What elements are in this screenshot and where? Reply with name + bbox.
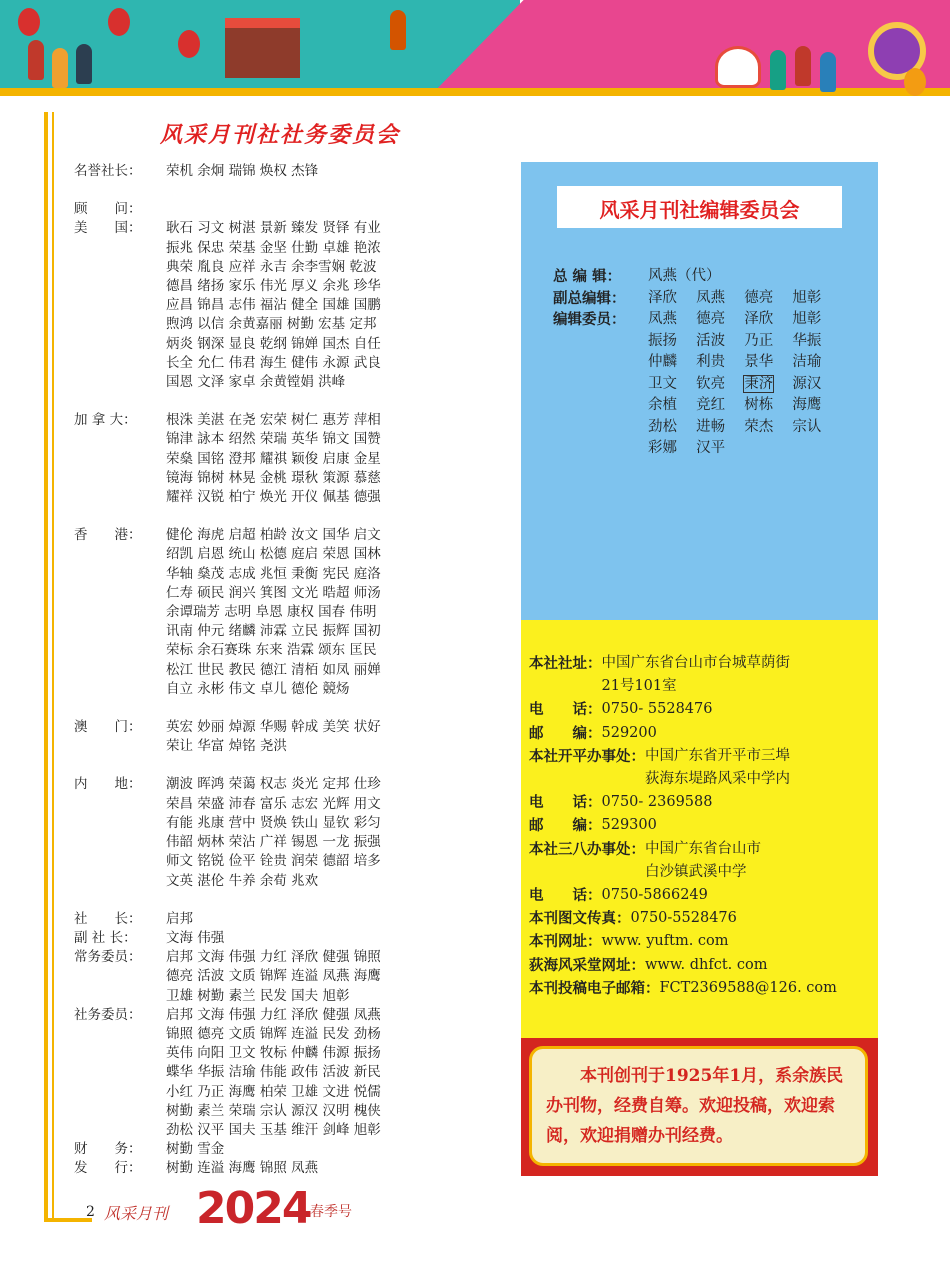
roster-label <box>74 239 166 258</box>
section-gap <box>74 181 494 200</box>
contact-label: 邮 编： <box>529 817 602 835</box>
roster-names: 华轴 燊茂 志成 兆恒 秉衡 宪民 庭洛 <box>166 565 381 582</box>
editorial-names-text: 彩娜 汉平 <box>648 440 726 456</box>
roster-label <box>74 872 166 891</box>
roster-row <box>74 737 494 756</box>
person-figure-icon <box>76 44 92 84</box>
roster-row <box>74 315 494 334</box>
editorial-names-text: 卫文 钦亮 <box>648 375 745 392</box>
roster-names: 树勤 连溢 海鹰 锦照 凤燕 <box>166 1160 319 1177</box>
editorial-names-text: 泽欣 凤燕 德亮 旭彰 <box>648 289 822 306</box>
roster-names: 仁寿 硕民 润兴 箕图 文光 晧超 师汤 <box>166 584 381 601</box>
roster-row <box>74 545 494 564</box>
contact-label: 本刊图文传真： <box>529 910 631 928</box>
contact-row <box>529 652 874 675</box>
lantern-icon <box>18 8 40 36</box>
section-gap <box>74 699 494 718</box>
roster-row <box>74 852 494 871</box>
contact-row <box>529 884 874 907</box>
roster-names: 绍凯 启恩 统山 松德 庭启 荣恩 国林 <box>166 546 381 563</box>
roster-names: 伟韶 炳林 荣沾 广祥 锡恩 一龙 振强 <box>166 834 381 851</box>
roster-row <box>74 833 494 852</box>
roster-row <box>74 603 494 622</box>
roster-names: 荣机 余炯 瑞锦 焕权 杰锋 <box>166 163 319 179</box>
roster-row <box>74 565 494 584</box>
editorial-names-text: 劲松 进畅 荣杰 宗认 <box>648 418 822 435</box>
contact-value: 0750- 2369588 <box>601 794 713 811</box>
roster-label: 顾 问： <box>74 201 142 218</box>
editorial-names <box>648 374 821 396</box>
page-number: 2 <box>86 1204 95 1220</box>
roster-label: 常务委员： <box>74 949 142 966</box>
contact-value: www. dhfct. com <box>645 956 768 973</box>
roster-label <box>74 641 166 660</box>
contact-value: 中国广东省台山市 <box>645 840 761 857</box>
committee-roster <box>74 162 494 1179</box>
roster-label <box>74 852 166 871</box>
contact-row <box>529 838 874 861</box>
contact-row <box>529 814 874 837</box>
roster-row <box>74 1044 494 1063</box>
editorial-names <box>648 331 821 353</box>
roster-label <box>74 795 166 814</box>
roster-row <box>74 1140 494 1159</box>
editorial-names <box>648 395 821 417</box>
roster-row <box>74 258 494 277</box>
contact-row <box>529 722 874 745</box>
roster-names: 树勤 素兰 荣瑞 宗认 源汉 汉明 槐侠 <box>166 1102 381 1119</box>
roster-label <box>74 450 166 469</box>
roster-label <box>74 335 166 354</box>
roster-names: 耀祥 汉锐 柏宁 焕光 开仪 佩基 德强 <box>166 489 381 506</box>
roster-names: 德昌 绪扬 家乐 伟光 厚义 余兆 珍华 <box>166 278 381 295</box>
roster-label <box>74 469 166 488</box>
lantern-icon <box>108 8 130 36</box>
contact-value: www. yuftm. com <box>601 933 729 950</box>
roster-label <box>74 680 166 699</box>
roster-label <box>74 1102 166 1121</box>
contact-row <box>529 791 874 814</box>
roster-label <box>74 622 166 641</box>
roster-label <box>74 354 166 373</box>
roster-row <box>74 354 494 373</box>
editorial-row <box>553 309 873 331</box>
contact-row <box>529 768 874 791</box>
editorial-committee-box <box>521 162 878 620</box>
roster-row <box>74 910 494 929</box>
lion-dance-icon <box>715 46 761 88</box>
roster-names: 国恩 文泽 家卓 余黄镗娟 洪峰 <box>166 374 346 391</box>
contact-row <box>529 698 874 721</box>
boxed-name: 秉济 <box>744 375 774 392</box>
roster-row <box>74 1121 494 1140</box>
roster-row <box>74 526 494 545</box>
person-figure-icon <box>52 48 68 88</box>
left-border-rule <box>44 112 48 1222</box>
roster-label <box>74 373 166 392</box>
notice-box <box>521 1038 878 1176</box>
roster-label <box>74 833 166 852</box>
contact-label: 荻海风采堂网址： <box>529 956 645 974</box>
roster-names: 健伦 海虎 启超 柏龄 汝文 国华 启文 <box>166 527 381 544</box>
roster-names: 典荣 胤良 应祥 永吉 余李雪娴 乾波 <box>166 258 377 275</box>
roster-label <box>74 584 166 603</box>
contact-label: 邮 编： <box>529 724 602 742</box>
roster-names: 荣燊 国铭 澄邦 耀祺 颖俊 启康 金星 <box>166 450 381 467</box>
roster-label: 财 务： <box>74 1141 142 1158</box>
contact-value: 529200 <box>601 724 657 741</box>
editorial-row <box>553 417 873 439</box>
roster-label: 内 地： <box>74 776 142 793</box>
contact-row <box>529 930 874 953</box>
editorial-row <box>553 352 873 374</box>
contact-value: 0750-5866249 <box>601 887 708 904</box>
roster-label <box>74 1044 166 1063</box>
roster-names: 煦鸿 以信 余黄嘉丽 树勤 宏基 定邦 <box>166 316 377 333</box>
editorial-label <box>553 417 648 439</box>
editorial-names <box>648 352 821 374</box>
contact-label: 电 话： <box>529 701 602 719</box>
roster-names: 长全 允仁 伟君 海生 健伟 永源 武良 <box>166 354 381 371</box>
contact-row <box>529 861 874 884</box>
roster-row <box>74 411 494 430</box>
roster-names: 有能 兆康 营中 贤焕 铁山 显钦 彩匀 <box>166 814 381 831</box>
contact-value: FCT2369588@126. com <box>659 979 837 996</box>
contact-label <box>529 768 645 791</box>
editorial-label <box>553 374 648 396</box>
contact-label: 本社社址： <box>529 655 602 672</box>
roster-row <box>74 948 494 967</box>
contact-info-box <box>521 620 878 1038</box>
roster-label <box>74 814 166 833</box>
roster-label <box>74 967 166 986</box>
editorial-label <box>553 331 648 353</box>
roster-row <box>74 488 494 507</box>
roster-row <box>74 1006 494 1025</box>
editorial-names <box>648 309 821 331</box>
roster-label <box>74 1063 166 1082</box>
banner-gold-stripe <box>0 88 950 96</box>
contact-value: 白沙镇武溪中学 <box>645 863 747 880</box>
roster-names: 劲松 汉平 国夫 玉基 维汗 剑峰 旭彰 <box>166 1121 381 1138</box>
contact-value: 荻海东堤路风采中学内 <box>645 771 790 788</box>
editorial-label: 总 编 辑： <box>553 268 622 285</box>
editorial-label: 副总编辑： <box>553 289 626 307</box>
contact-label: 本刊网址： <box>529 933 602 951</box>
committee-title: 风采月刊社社务委员会 <box>159 122 400 148</box>
roster-names: 锦照 德亮 文质 锦辉 连溢 民发 劲杨 <box>166 1025 381 1042</box>
roster-label: 名誉社长： <box>74 163 142 179</box>
contact-label: 电 话： <box>529 887 602 905</box>
roster-row <box>74 162 494 181</box>
contact-row <box>529 675 874 698</box>
editorial-names <box>648 438 725 460</box>
editorial-names-after: 源汉 <box>773 375 822 392</box>
roster-names: 启邦 文海 伟强 力红 泽欣 健强 凤燕 <box>166 1006 381 1023</box>
person-figure-icon <box>770 50 786 90</box>
editorial-names-text: 凤燕 德亮 泽欣 旭彰 <box>648 311 822 327</box>
roster-names: 炳炎 钢深 显良 乾纲 锦婵 国杰 自任 <box>166 335 381 352</box>
roster-names: 荣让 华富 焯铭 尧洪 <box>166 738 287 755</box>
roster-label <box>74 277 166 296</box>
editorial-names <box>648 266 721 288</box>
contact-label: 本社开平办事处： <box>529 747 645 765</box>
editorial-names-text: 风燕（代） <box>648 268 721 284</box>
contact-label <box>529 861 645 884</box>
editorial-title: 风采月刊社编辑委员会 <box>599 198 800 222</box>
editorial-names-text: 仲麟 利贵 景华 洁瑜 <box>648 354 822 370</box>
notice-frame <box>529 1046 868 1166</box>
roster-row <box>74 584 494 603</box>
roster-label: 加 拿 大： <box>74 412 137 429</box>
notice-text: 本刊创刊于1925年1月，系余族民办刊物，经费自筹。欢迎投稿，欢迎索阅，欢迎捐赠办刊经费。 <box>546 1066 844 1146</box>
roster-label: 社 长： <box>74 910 142 927</box>
roster-names: 树勤 雪金 <box>166 1141 225 1158</box>
roster-row <box>74 430 494 449</box>
contact-value: 21号101室 <box>601 678 677 695</box>
roster-names: 德亮 活波 文质 锦辉 连溢 凤燕 海鹰 <box>166 968 381 985</box>
roster-label <box>74 296 166 315</box>
roster-label <box>74 1121 166 1140</box>
roster-names: 荣标 余石赛珠 东来 浩霖 颂东 匡民 <box>166 642 377 659</box>
roster-names: 英伟 向阳 卫文 牧标 仲麟 伟源 振扬 <box>166 1045 381 1062</box>
roster-names: 振兆 保忠 荣基 金坚 仕勤 卓雄 艳浓 <box>166 239 381 256</box>
roster-row <box>74 661 494 680</box>
contact-label <box>529 675 602 698</box>
roster-label: 发 行： <box>74 1160 142 1177</box>
roster-names: 启邦 <box>166 910 193 927</box>
roster-row <box>74 775 494 794</box>
contact-value: 0750- 5528476 <box>601 701 713 718</box>
contact-label: 电 话： <box>529 794 602 812</box>
roster-label: 社务委员： <box>74 1006 142 1023</box>
roster-row <box>74 335 494 354</box>
roster-row <box>74 795 494 814</box>
roster-label <box>74 661 166 680</box>
contact-row <box>529 954 874 977</box>
contact-value: 529300 <box>601 817 657 834</box>
roster-names: 应昌 锦昌 志伟 福沾 健全 国雄 国鹏 <box>166 297 381 314</box>
roster-row <box>74 641 494 660</box>
roster-row <box>74 239 494 258</box>
person-figure-icon <box>390 10 406 50</box>
editorial-title-box <box>557 186 842 228</box>
roster-label <box>74 565 166 584</box>
editorial-names-text: 振扬 活波 乃正 华振 <box>648 332 822 349</box>
editorial-row <box>553 266 873 288</box>
roster-names: 小红 乃正 海鹰 柏荣 卫雄 文进 悦儒 <box>166 1083 381 1100</box>
roster-row <box>74 718 494 737</box>
editorial-names <box>648 288 821 310</box>
roster-names: 松江 世民 教民 德江 清栢 如凤 丽婵 <box>166 661 381 678</box>
roster-label: 澳 门： <box>74 719 142 736</box>
contact-row <box>529 907 874 930</box>
contact-label: 本社三八办事处： <box>529 840 645 858</box>
roster-names: 英宏 妙丽 焯源 华赐 幹成 美笑 状好 <box>166 719 381 736</box>
roster-row <box>74 1102 494 1121</box>
editorial-label <box>553 438 648 460</box>
roster-names: 潮波 晖鸿 荣蔼 权志 炎光 定邦 仕珍 <box>166 776 381 793</box>
roster-names: 镜海 锦树 林晃 金桃 璟秋 策源 慕慈 <box>166 469 381 486</box>
editorial-names <box>648 417 821 439</box>
roster-row <box>74 1063 494 1082</box>
editorial-roster <box>553 266 873 460</box>
editorial-row <box>553 288 873 310</box>
editorial-row <box>553 395 873 417</box>
roster-names: 根洙 美湛 在尧 宏荣 树仁 惠芳 萍相 <box>166 412 381 429</box>
roster-row <box>74 987 494 1006</box>
lantern-icon <box>904 68 926 96</box>
editorial-label <box>553 395 648 417</box>
roster-label <box>74 545 166 564</box>
editorial-names-text: 余植 竞红 树栋 海鹰 <box>648 397 822 413</box>
roster-names: 文海 伟强 <box>166 929 225 946</box>
editorial-label: 编辑委员： <box>553 311 626 328</box>
roster-label <box>74 737 166 756</box>
editorial-label <box>553 352 648 374</box>
roster-row <box>74 1083 494 1102</box>
roster-row <box>74 872 494 891</box>
person-figure-icon <box>820 52 836 92</box>
roster-names: 卫雄 树勤 素兰 民发 国夫 旭彰 <box>166 987 350 1004</box>
roster-names: 师文 铭锐 俭平 铨贵 润荣 德韶 培多 <box>166 853 381 870</box>
roster-row <box>74 296 494 315</box>
editorial-row <box>553 438 873 460</box>
roster-label <box>74 258 166 277</box>
roster-label <box>74 488 166 507</box>
festive-banner <box>0 0 950 96</box>
section-gap <box>74 756 494 775</box>
roster-label <box>74 430 166 449</box>
roster-row <box>74 967 494 986</box>
contact-row <box>529 977 874 1000</box>
roster-row <box>74 814 494 833</box>
roster-names: 蝶华 华振 洁瑜 伟能 政伟 活波 新民 <box>166 1064 381 1081</box>
roster-names: 自立 永彬 伟文 卓儿 德伦 競炀 <box>166 680 350 697</box>
roster-row <box>74 277 494 296</box>
bottom-border-rule <box>44 1218 92 1222</box>
contact-value: 0750-5528476 <box>630 910 737 927</box>
section-gap <box>74 891 494 910</box>
roster-label: 副 社 长： <box>74 929 137 946</box>
roster-names: 锦津 詠本 绍然 荣瑞 英华 锦文 国赞 <box>166 431 381 448</box>
section-gap <box>74 507 494 526</box>
roster-label: 香 港： <box>74 527 142 544</box>
roster-row <box>74 219 494 238</box>
person-figure-icon <box>28 40 44 80</box>
left-border-rule-thin <box>52 112 54 1222</box>
roster-label <box>74 987 166 1006</box>
roster-label <box>74 315 166 334</box>
issue-year: 2024 <box>196 1183 311 1234</box>
section-gap <box>74 392 494 411</box>
roster-row <box>74 200 494 219</box>
contact-value: 中国广东省开平市三埠 <box>645 747 790 764</box>
lantern-icon <box>178 30 200 58</box>
roster-row <box>74 1159 494 1178</box>
roster-row <box>74 469 494 488</box>
roster-label <box>74 603 166 622</box>
roster-row <box>74 373 494 392</box>
contact-value: 中国广东省台山市台城草荫街 <box>601 655 790 671</box>
issue-season: 春季号 <box>310 1204 352 1220</box>
roster-names: 讯南 仲元 绪麟 沛霖 立民 振辉 国初 <box>166 623 381 640</box>
roster-names: 余谭瑞芳 志明 阜恩 康权 国春 伟明 <box>166 604 377 621</box>
roster-label <box>74 1083 166 1102</box>
roster-names: 荣昌 荣盛 沛春 富乐 志宏 光辉 用文 <box>166 795 381 812</box>
roster-names: 耿石 习文 树湛 景新 臻发 贤铎 有业 <box>166 220 381 237</box>
roster-row <box>74 680 494 699</box>
editorial-row <box>553 331 873 353</box>
roster-label <box>74 1025 166 1044</box>
contact-list <box>529 652 874 1000</box>
roster-label: 美 国： <box>74 220 142 237</box>
contact-row <box>529 745 874 768</box>
roster-row <box>74 929 494 948</box>
roster-row <box>74 450 494 469</box>
contact-label: 本刊投稿电子邮箱： <box>529 979 660 997</box>
magazine-name: 风采月刊 <box>104 1204 169 1223</box>
roster-row <box>74 1025 494 1044</box>
person-figure-icon <box>795 46 811 86</box>
market-stall-icon <box>225 18 300 78</box>
roster-names: 启邦 文海 伟强 力红 泽欣 健强 锦照 <box>166 949 381 966</box>
roster-row <box>74 622 494 641</box>
editorial-row <box>553 374 873 396</box>
roster-names: 文英 湛伦 牛养 余荀 兆欢 <box>166 872 319 889</box>
